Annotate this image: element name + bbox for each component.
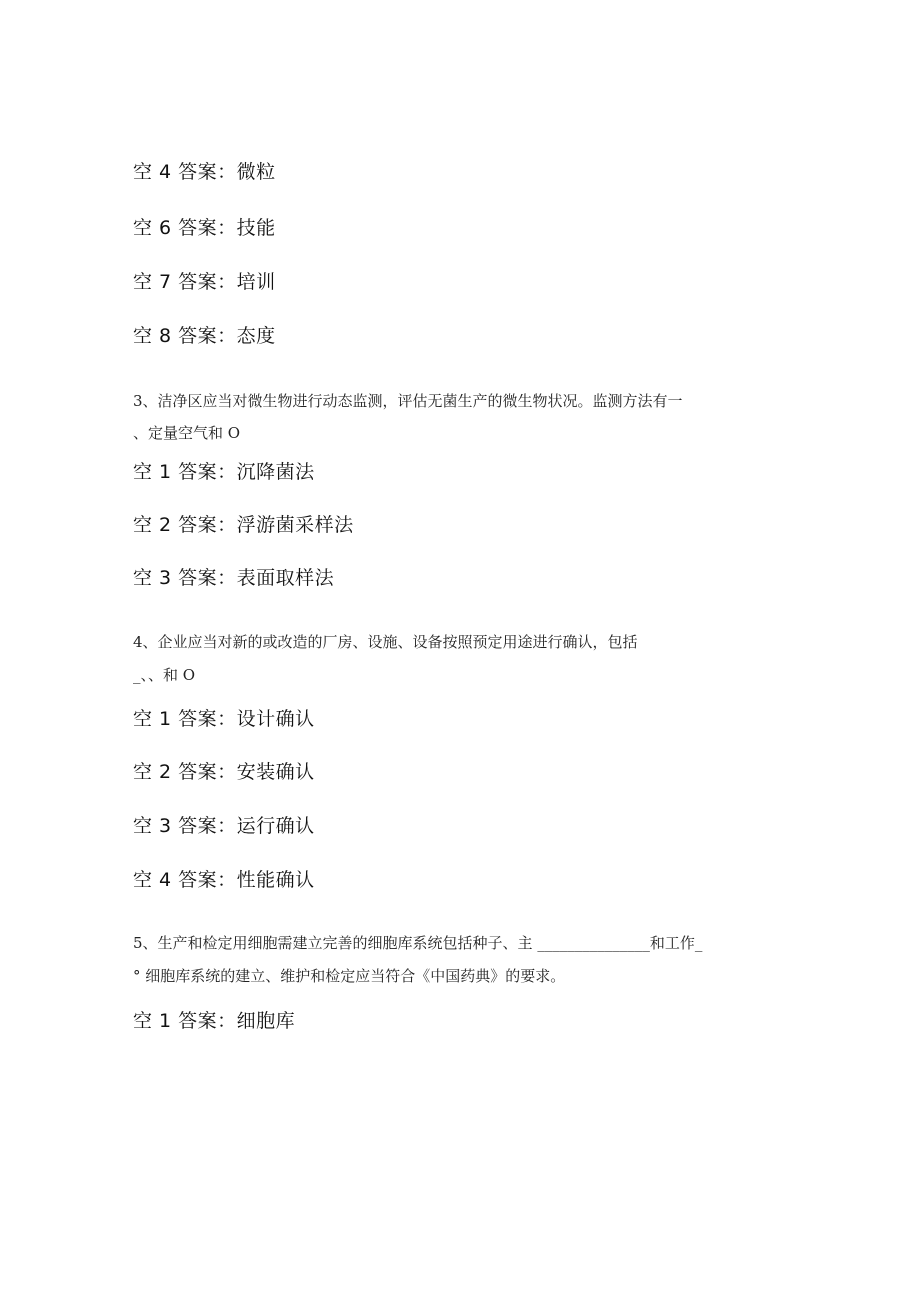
question-4-line-1: 4、企业应当对新的或改造的厂房、设施、设备按照预定用途进行确认，包括 — [133, 633, 638, 651]
answer-line: 空 2 答案：浮游菌采样法 — [133, 514, 354, 536]
question-3-line-2: 、定量空气和 O — [133, 424, 241, 442]
answer-line: 空 4 答案：微粒 — [133, 161, 276, 183]
answer-line: 空 1 答案：设计确认 — [133, 708, 315, 730]
answer-line: 空 3 答案：运行确认 — [133, 815, 315, 837]
answer-line: 空 7 答案：培训 — [133, 271, 276, 293]
answer-line: 空 2 答案：安装确认 — [133, 761, 315, 783]
question-4-line-2: _、、和 O — [133, 666, 196, 684]
answer-line: 空 8 答案：态度 — [133, 325, 276, 347]
answer-line: 空 1 答案：沉降菌法 — [133, 461, 315, 483]
answer-line: 空 6 答案：技能 — [133, 217, 276, 239]
answer-line: 空 3 答案：表面取样法 — [133, 567, 335, 589]
question-3-line-1: 3、洁净区应当对微生物进行动态监测，评估无菌生产的微生物状况。监测方法有一 — [133, 392, 683, 410]
answer-line: 空 1 答案：细胞库 — [133, 1010, 296, 1032]
answer-line: 空 4 答案：性能确认 — [133, 869, 315, 891]
question-5-line-1: 5、生产和检定用细胞需建立完善的细胞库系统包括种子、主 _______________和工作_ — [133, 934, 703, 952]
question-5-line-2: ° 细胞库系统的建立、维护和检定应当符合《中国药典》的要求。 — [133, 967, 566, 985]
